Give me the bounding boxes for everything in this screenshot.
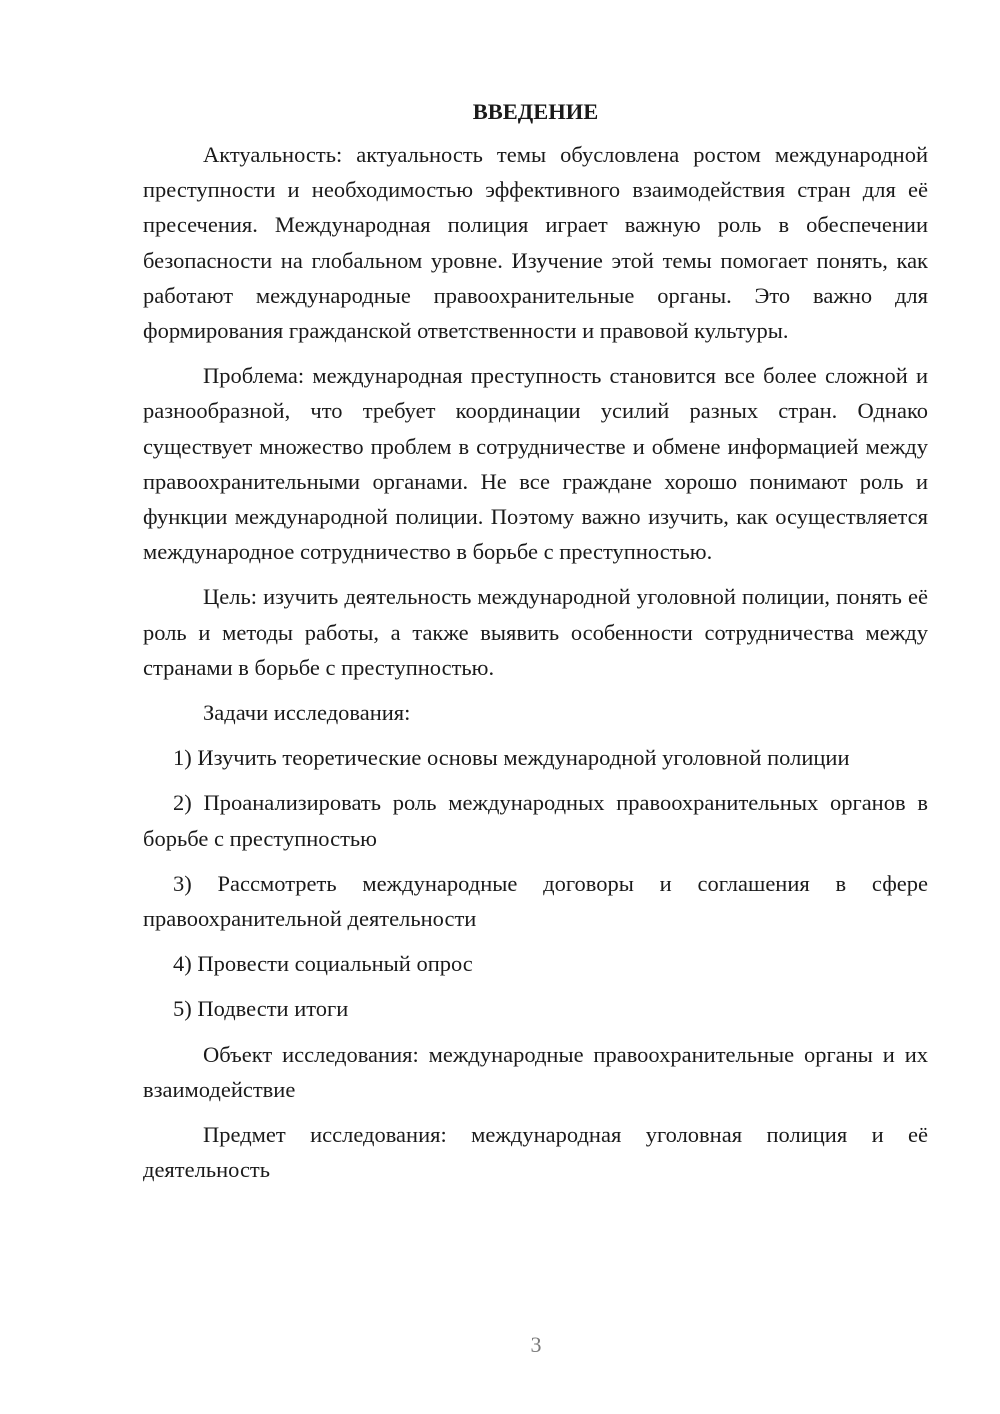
- object-paragraph: Объект исследования: международные правоохранительные органы и их взаимодействие: [143, 1041, 928, 1102]
- relevance-paragraph: Актуальность: актуальность темы обусловлена ростом международной преступности и необходимостью эффективного взаимодействия стран для её пресечения. Международная полиция играет важную роль в обеспечении безопасности на глобальном уровне. Изучение этой темы помогает понять, как работают международные правоохранительные органы. Это важно для формирования гражданской ответственности и правовой культуры.: [143, 142, 928, 344]
- page-number: 3: [530, 1332, 542, 1357]
- goal-paragraph: Цель: изучить деятельность международной уголовной полиции, понять её роль и методы работы, а также выявить особенности сотрудничества между странами в борьбе с преступностью.: [143, 584, 928, 680]
- list-item: 3) Рассмотреть международные договоры и соглашения в сфере правоохранительной деятельности: [143, 870, 928, 932]
- list-item: 4) Провести социальный опрос: [173, 951, 473, 977]
- tasks-heading: Задачи исследования:: [203, 700, 411, 726]
- tasks-list: [143, 740, 928, 1026]
- page-title: ВВЕДЕНИЕ: [472, 99, 599, 124]
- list-item: 1) Изучить теоретические основы международной уголовной полиции: [173, 745, 850, 771]
- subject-paragraph: Предмет исследования: международная уголовная полиция и её деятельность: [143, 1122, 928, 1183]
- problem-paragraph: Проблема: международная преступность становится все более сложной и разнообразной, что требует координации усилий разных стран. Однако существует множество проблем в сотрудничестве и обмене информацией между правоохранительными органами. Не все граждане хорошо понимают роль и функции международной полиции. Поэтому важно изучить, как осуществляется международное сотрудничество в борьбе с преступностью.: [143, 363, 928, 565]
- list-item: 5) Подвести итоги: [173, 996, 349, 1022]
- document-page: [143, 94, 928, 1197]
- list-item: 2) Проанализировать роль международных правоохранительных органов в борьбе с преступностью: [143, 790, 928, 851]
